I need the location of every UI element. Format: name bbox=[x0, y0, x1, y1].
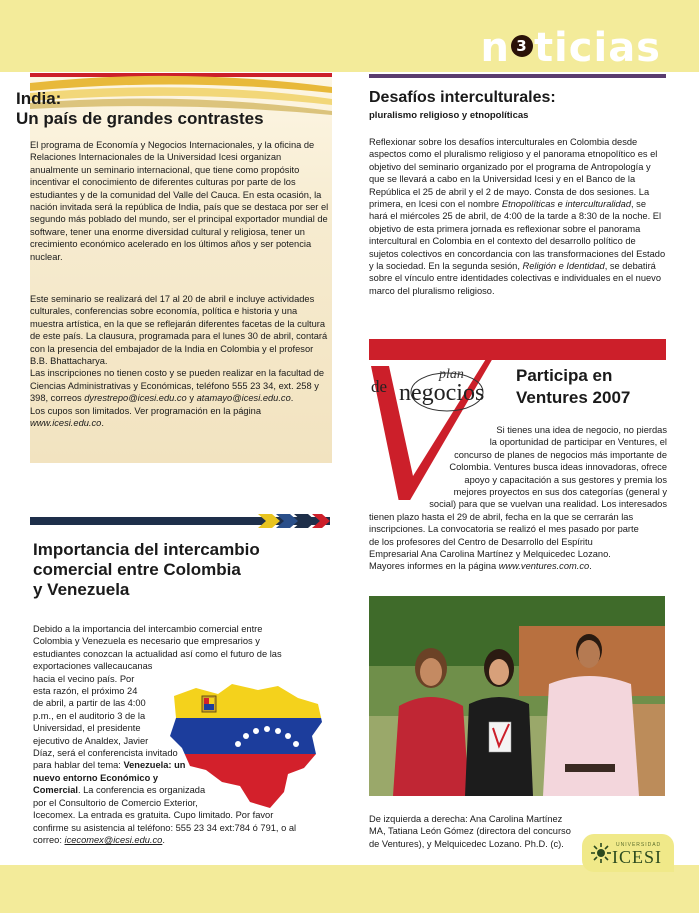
ventures-title-line1: Participa en bbox=[516, 366, 613, 385]
venezuela-line: p.m., en el auditorio 3 de la bbox=[33, 710, 146, 721]
india-paragraph-group bbox=[30, 293, 332, 429]
venezuela-line: Icecomex. La entrada es gratuita. Cupo limitado. Por favor bbox=[33, 810, 274, 821]
desafios-session-1: Etnopolíticas e interculturalidad bbox=[501, 199, 632, 210]
ventures-line: Colombia. Ventures busca ideas innovadoras, ofrece bbox=[449, 462, 667, 473]
venezuela-email-line bbox=[33, 834, 331, 846]
ventures-line: inscripciones. La convocatoria se realizó el mes pasado por parte bbox=[369, 524, 639, 535]
venezuela-title-line1: Importancia del intercambio bbox=[33, 540, 260, 559]
india-title-line2: Un país de grandes contrastes bbox=[16, 109, 264, 128]
venezuela-line: Díaz, será el conferencista invitado bbox=[33, 748, 178, 759]
venezuela-line: por el Consultorio de Comercio Exterior, bbox=[33, 797, 198, 808]
desafios-session-2: Religión e Identidad bbox=[522, 261, 605, 272]
ventures-team-photo bbox=[369, 596, 665, 796]
ventures-line: social) para que se vuelvan una realidad. Los interesados bbox=[429, 499, 667, 510]
india-p3-text-a: Las inscripciones no tienen costo y se pueden realizar en la facultad de Ciencias Administrativas y Económicas, teléfono 555 23 34, ext. 258 y 398, correos bbox=[30, 368, 325, 404]
desafios-text-1: Reflexionar sobre los desafíos interculturales en Colombia desde aspectos como el pluralismo religioso y el panorama etnopolítico es el objetivo del seminario organizado por el programa de Antropología y que se llevará a cabo en la Universidad Icesi y en el Banco de la República el 25 de abril y el 2 de mayo. Consta de dos sesiones. La primera, en Icesi con el nombre bbox=[369, 137, 658, 210]
venezuela-title bbox=[33, 540, 260, 600]
ventures-line: Empresarial Ana Carolina Martínez y Melquicedec Lozano. bbox=[369, 549, 611, 560]
venezuela-line: exportaciones vallecaucanas bbox=[33, 661, 153, 672]
india-p3-text-c: . bbox=[290, 393, 294, 404]
ventures-line: apoyo y capacitación a sus gestores y premia los bbox=[464, 474, 667, 485]
ventures-last-prefix: Mayores informes en la página bbox=[369, 561, 499, 572]
venezuela-email-link[interactable]: icecomex@icesi.edu.co bbox=[64, 834, 163, 845]
venezuela-line: ejecutivo de Analdex, Javier bbox=[33, 735, 149, 746]
ventures-line: tienen plazo hasta el 29 de abril, fecha en la que se cerrarán las bbox=[369, 511, 634, 522]
india-email-1[interactable]: dyrestrepo@icesi.edu.co bbox=[84, 393, 187, 404]
desafios-title: Desafíos interculturales: bbox=[369, 89, 556, 106]
venezuela-topic-part3: Comercial bbox=[33, 785, 78, 796]
ventures-line: la oportunidad de participar en Ventures, el bbox=[489, 437, 667, 448]
india-paragraph-2: Este seminario se realizará del 17 al 20 de abril e incluye actividades culturales, conferencias sobre economía, política e historia y una muestra artística, en la que se reflejarán diferentes facetas de la cultura de este país. La clausura, programada para el lunes 30 de abril, contará con la presencia del embajador de la India en Colombia y el profesor B.B. Bhattacharya. bbox=[30, 294, 328, 367]
ventures-title-line2: Ventures 2007 bbox=[516, 388, 631, 407]
plan-logo-word: plan bbox=[439, 367, 464, 382]
venezuela-line: estudiantes conozcan la actualidad así como el futuro de las bbox=[33, 648, 282, 659]
venezuela-line: hacia el vecino país. Por bbox=[33, 673, 135, 684]
icesi-logo bbox=[582, 834, 674, 872]
venezuela-topic-part2: nuevo entorno Económico y bbox=[33, 772, 159, 783]
de-logo-word: de bbox=[371, 377, 388, 396]
venezuela-line: esta razón, el próximo 24 bbox=[33, 686, 138, 697]
desafios-subtitle: pluralismo religioso y etnopolíticas bbox=[369, 110, 529, 121]
venezuela-line: Colombia y Venezuela es necesario que empresarios y bbox=[33, 636, 260, 647]
ventures-last-suffix: . bbox=[589, 561, 592, 572]
india-p3-text-b: y bbox=[186, 393, 197, 404]
desafios-text-2: , se hará el miércoles 25 de abril, de 4:00 de la tarde a 8:30 de la noche. El objetivo de esta primera jornada es reflexionar sobre el panorama intercultural en Colombia en el contexto del desarrollo político de sujetos colectivos en concordancia con las transformaciones del Estado y la sociedad. En la segunda sesión, bbox=[369, 199, 666, 272]
icesi-name: ICESI bbox=[612, 847, 662, 867]
venezuela-line: confirme su asistencia al teléfono: 555 23 34 ext:784 ó 791, o al bbox=[33, 822, 297, 833]
issue-number-badge: 3 bbox=[511, 35, 533, 57]
ventures-paragraph bbox=[369, 424, 667, 573]
venezuela-line: Debido a la importancia del intercambio comercial entre bbox=[33, 624, 263, 634]
masthead-title bbox=[480, 26, 661, 70]
venezuela-email-prefix: correo: bbox=[33, 834, 65, 845]
venezuela-title-line3: y Venezuela bbox=[33, 580, 130, 599]
venezuela-line: de abril, a partir de las 4:00 bbox=[33, 698, 146, 709]
ventures-website-link[interactable]: www.ventures.com.co bbox=[498, 561, 590, 572]
venezuela-topic-part1: Venezuela: un bbox=[123, 760, 186, 771]
india-p4-text: Los cupos son limitados. Ver programación en la página bbox=[30, 405, 262, 416]
india-paragraph-1: El programa de Economía y Negocios Internacionales, y la oficina de Relaciones Internacionales de la Universidad Icesi organizan anualmente un seminario internacional, que tiene como propósito incentivar el conocimiento de diferentes culturas por parte de los estudiantes y de la comunidad del Valle del Cauca. En esta ocasión, la nación invitada será la república de India, país que se destaca por ser el segundo más poblado del mundo, ser el principal exportador mundial de software, tener una enorme diversidad cultural y religiosa, tener un crecimiento económico acelerado en los últimos años y ser potencia nuclear. bbox=[30, 140, 329, 262]
india-paragraph-4 bbox=[30, 405, 332, 430]
india-title-line1: India: bbox=[16, 89, 62, 108]
bottom-band bbox=[0, 865, 699, 913]
venezuela-line: Universidad, el presidente bbox=[33, 723, 141, 734]
negocios-logo-word: negocios bbox=[399, 380, 485, 406]
icesi-sun-icon bbox=[590, 842, 612, 864]
photo-caption: De izquierda a derecha: Ana Carolina Martínez MA, Tatiana León Gómez (directora del concurso de Ventures), y Melquicedec Lozano. Ph.D. (c). bbox=[369, 814, 571, 849]
right-section-divider bbox=[369, 74, 666, 78]
ventures-title bbox=[516, 365, 630, 409]
ventures-website-line bbox=[369, 560, 667, 572]
india-paragraph-3 bbox=[30, 367, 332, 404]
venezuela-after-topic: . La conferencia es organizada bbox=[77, 785, 206, 796]
india-email-2[interactable]: atamayo@icesi.edu.co bbox=[196, 393, 291, 404]
venezuela-flag-map bbox=[166, 674, 326, 814]
india-p4-end: . bbox=[101, 418, 104, 429]
ventures-line: mejores proyectos en sus dos categorías (general y bbox=[453, 487, 667, 498]
ventures-line: Si tienes una idea de negocio, no pierdas bbox=[496, 425, 667, 435]
venezuela-topic-intro: para hablar del tema: bbox=[33, 760, 124, 771]
icesi-university-label: UNIVERSIDAD bbox=[616, 842, 662, 848]
ventures-line: concurso de planes de negocios más importante de bbox=[454, 449, 667, 460]
india-title bbox=[16, 89, 264, 129]
masthead-prefix: n bbox=[480, 25, 510, 71]
ventures-line: de los profesores del Centro de Desarrollo del Espíritu bbox=[369, 536, 593, 547]
ventures-red-band bbox=[369, 339, 666, 360]
desafios-paragraph bbox=[369, 136, 667, 297]
divider-arrows-decoration bbox=[258, 514, 330, 528]
india-website-link[interactable]: www.icesi.edu.co bbox=[30, 418, 102, 429]
venezuela-title-line2: comercial entre Colombia bbox=[33, 560, 241, 579]
venezuela-email-suffix: . bbox=[162, 834, 165, 845]
masthead-suffix: ticias bbox=[533, 25, 661, 71]
desafios-text-3: , se debatirá sobre el vínculo entre identidades colectivas e individuales en el nuevo marco del pluralismo religioso. bbox=[369, 261, 662, 296]
